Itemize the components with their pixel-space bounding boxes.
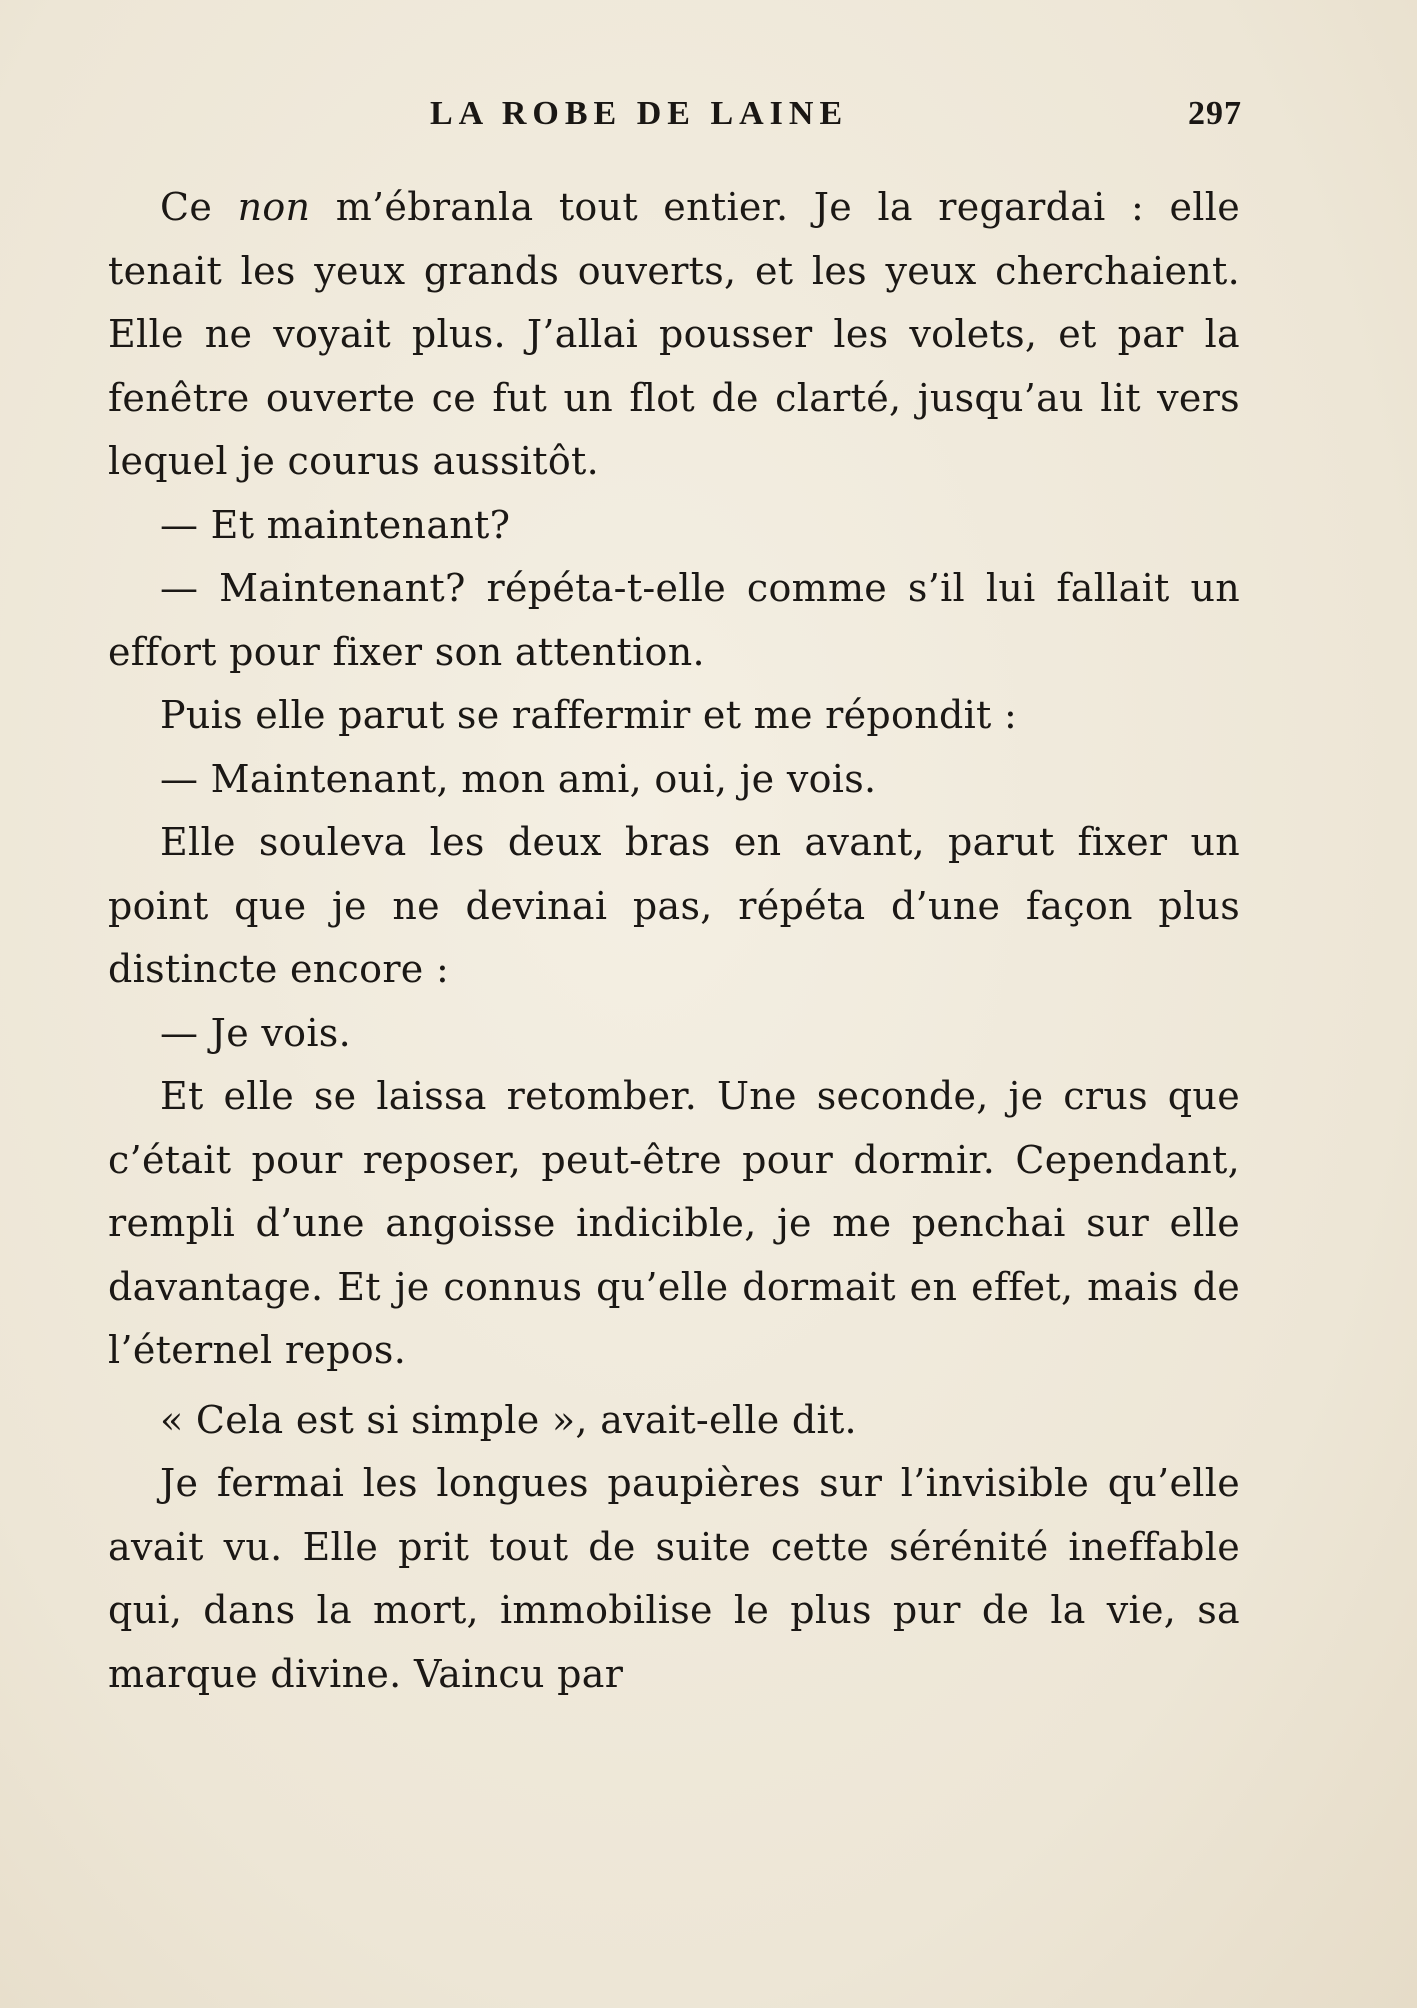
page-number: 297 bbox=[1188, 95, 1242, 132]
paragraph-6: Elle souleva les deux bras en avant, parut fixer un point que je ne devinai pas, répéta d’une façon plus distincte encore : bbox=[108, 820, 1240, 991]
paragraph-8: Et elle se laissa retomber. Une seconde, je crus que c’était pour reposer, peut-être pour dormir. Cependant, rempli d’une angoisse indicible, je me penchai sur elle davantage. Et je connus qu’elle dormait en effet, mais de l’éternel repos. bbox=[108, 1074, 1240, 1372]
body-text bbox=[108, 176, 1240, 1706]
running-title: LA ROBE DE LAINE bbox=[430, 95, 849, 132]
paragraph-5: — Maintenant, mon ami, oui, je vois. bbox=[160, 756, 877, 801]
paragraph-1-rest: m’ébranla tout entier. Je la regardai : elle tenait les yeux grands ouverts, et les yeux cherchaient. Elle ne voyait plus. J’allai pousser les volets, et par la fenêtre ouverte ce fut un flot de clarté, jusqu’au lit vers lequel je courus aussitôt. bbox=[108, 185, 1240, 483]
paragraph-9: « Cela est si simple », avait-elle dit. bbox=[160, 1397, 857, 1442]
paragraph-3: — Maintenant? répéta-t-elle comme s’il lui fallait un effort pour fixer son attention. bbox=[108, 566, 1240, 674]
paragraph-2: — Et maintenant? bbox=[160, 502, 511, 547]
running-head bbox=[110, 95, 1242, 145]
paragraph-10: Je fermai les longues paupières sur l’invisible qu’elle avait vu. Elle prit tout de suite cette sérénité ineffable qui, dans la mort, immobilise le plus pur de la vie, sa marque divine. Vaincu par bbox=[108, 1461, 1240, 1696]
paragraph-1 bbox=[108, 176, 1240, 494]
paragraph-4: Puis elle parut se raffermir et me répondit : bbox=[160, 693, 1018, 737]
emphasized-word: non bbox=[237, 185, 311, 229]
paragraph-1-start: Ce bbox=[160, 185, 238, 229]
paragraph-7: — Je vois. bbox=[160, 1010, 351, 1055]
